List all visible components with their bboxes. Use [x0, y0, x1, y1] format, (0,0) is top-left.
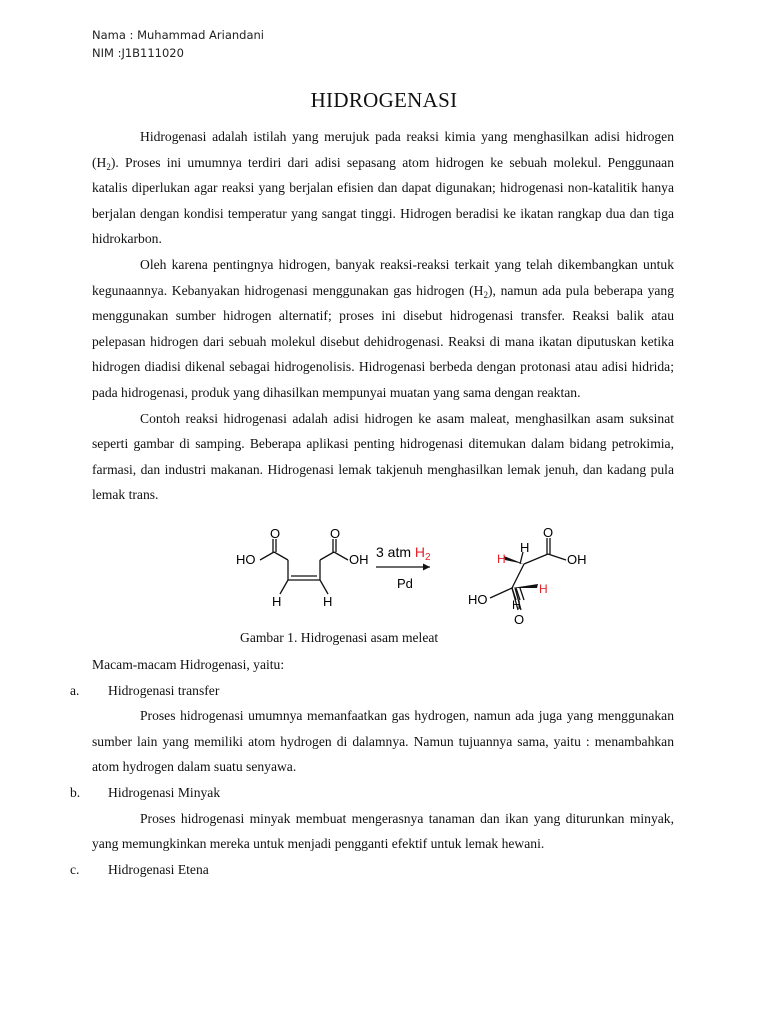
list-item-c-heading: c. Hidrogenasi Etena — [70, 861, 209, 877]
reactant-oh-label: OH — [349, 552, 369, 567]
paragraph-1: Hidrogenasi adalah istilah yang merujuk pada reaksi kimia yang menghasilkan adisi hidrogen $(H_2)$. Proses ini umumnya terdiri dari adisi sepasang atom hidrogen ke sebuah molekul. Penggunaan katalis diperlukan agar reaksi yang berjalan efisien dan dapat digunakan; hidrogenasi non-katalitik hanya berjalan dengan kondisi temperatur yang sangat tinggi. Hidrogen beradisi ke ikatan rangkap dua dan tiga hidrokarbon. — [92, 129, 674, 247]
paragraph-3: Contoh reaksi hidrogenasi adalah adisi hidrogen ke asam maleat, menghasilkan asam suksinat seperti gambar di samping. Beberapa aplikasi penting hidrogenasi ditemukan dalam bidang petrokimia, farmasi, dan industri makanan. Hidrogenasi lemak takjenuh menghasilkan lemak jenuh, dan kadang pula lemak trans. — [92, 410, 674, 503]
product-oh-label: OH — [567, 552, 587, 567]
list-item-a-text: Proses hidrogenasi umumnya memanfaatkan gas hydrogen, namun ada juga yang menggunakan sumber lain yang memiliki atom hydrogen di dalamnya. Namun tujuannya sama, yaitu : menambahkan atom hydrogen dalam suatu senyawa. — [92, 708, 674, 775]
figure-caption: Gambar 1. Hidrogenasi asam meleat — [240, 630, 439, 645]
product-o-label-2: O — [514, 612, 525, 626]
product-ho-label: HO — [468, 592, 488, 607]
product-h-label-added-1: H — [497, 552, 506, 566]
list-intro: Macam-macam Hidrogenasi, yaitu: — [92, 657, 285, 672]
reaction-figure — [224, 526, 644, 626]
reaction-arrow-head — [423, 564, 430, 571]
author-nim: NIM :J1B111020 — [92, 46, 184, 60]
reactant-o-label-1: O — [270, 526, 281, 541]
page-title: HIDROGENASI — [310, 88, 458, 112]
wedge-bond-2 — [512, 584, 538, 588]
reactant-ho-label: HO — [236, 552, 256, 567]
paragraph-2: Oleh karena pentingnya hidrogen, banyak reaksi-reaksi terkait yang telah dikembangkan untuk kegunaannya. Kebanyakan hidrogenasi menggunakan gas hidrogen $(H_2)$, namun ada pula beberapa yang menggunakan sumber hidrogen alternatif; proses ini disebut hidrogenasi transfer. Reaksi balik atau pelepasan hidrogen dari sebuah molekul disebut dehidrogenasi. Reaksi di mana ikatan diputuskan ketika hidrogen diadisi dikenal sebagai hidrogenolisis. Hidrogenasi berbeda dengan protonasi atau adisi hidrida; pada hidrogenasi, produk yang dihasilkan mempunyai muatan yang sama dengan reaktan. — [92, 256, 674, 400]
product-h-label-bottom: H — [512, 598, 521, 612]
body-text — [92, 124, 674, 508]
author-header — [92, 26, 264, 62]
reaction-diagram — [224, 526, 644, 626]
hydrogenation-types — [70, 652, 674, 882]
reagent-label: 3 atm $H_2$ — [376, 544, 431, 563]
reactant-h-label-1: H — [272, 594, 282, 609]
catalyst-label: Pd — [397, 576, 413, 591]
list-item-b-heading: b. Hidrogenasi Minyak — [70, 784, 221, 800]
product-o-label-1: O — [543, 526, 554, 540]
author-name: Nama : Muhammad Ariandani — [92, 28, 264, 42]
product-h-label-added-2: H — [539, 582, 548, 596]
reactant-o-label-2: O — [330, 526, 341, 541]
list-item-a-heading: a. Hidrogenasi transfer — [70, 682, 220, 698]
maleic-acid-bonds — [260, 539, 348, 594]
product-h-label-top: H — [520, 540, 530, 555]
list-item-b-text: Proses hidrogenasi minyak membuat mengerasnya tanaman dan ikan yang diturunkan minyak, yang memungkinkan mereka untuk menjadi pengganti efektif untuk lemak hewani. — [92, 810, 674, 852]
reactant-h-label-2: H — [323, 594, 333, 609]
